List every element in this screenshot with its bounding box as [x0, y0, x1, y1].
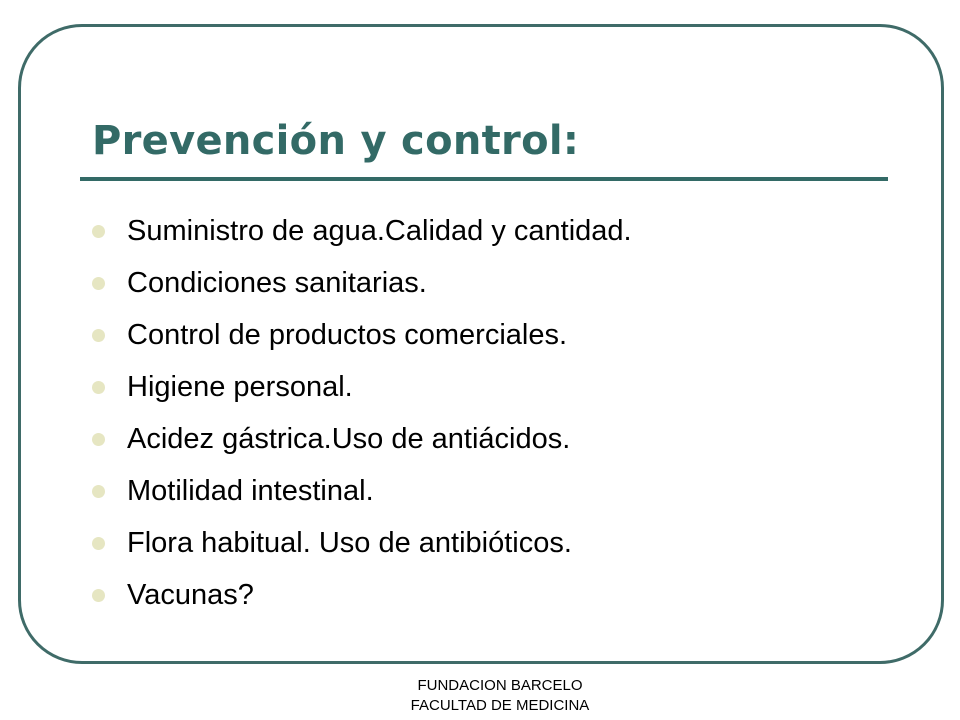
bullet-dot-icon: [92, 485, 105, 498]
bullet-dot-icon: [92, 329, 105, 342]
bullet-text: Higiene personal.: [127, 371, 353, 403]
bullet-text: Suministro de agua.Calidad y cantidad.: [127, 215, 632, 247]
bullet-text: Control de productos comerciales.: [127, 319, 568, 351]
bullet-text: Acidez gástrica.Uso de antiácidos.: [127, 423, 571, 455]
bullet-text: Flora habitual. Uso de antibióticos.: [127, 527, 572, 559]
title-underline: [80, 177, 888, 181]
slide-title: Prevención y control:: [92, 118, 580, 164]
bullet-dot-icon: [92, 433, 105, 446]
bullet-dot-icon: [92, 225, 105, 238]
bullet-dot-icon: [92, 277, 105, 290]
bullet-dot-icon: [92, 589, 105, 602]
bullet-text: Vacunas?: [127, 579, 254, 611]
bullet-dot-icon: [92, 537, 105, 550]
footer-faculty: FACULTAD DE MEDICINA: [410, 697, 590, 714]
bullet-dot-icon: [92, 381, 105, 394]
bullet-text: Motilidad intestinal.: [127, 475, 374, 507]
footer: [330, 676, 670, 716]
bullet-text: Condiciones sanitarias.: [127, 267, 427, 299]
footer-institution: FUNDACION BARCELO: [417, 677, 583, 694]
